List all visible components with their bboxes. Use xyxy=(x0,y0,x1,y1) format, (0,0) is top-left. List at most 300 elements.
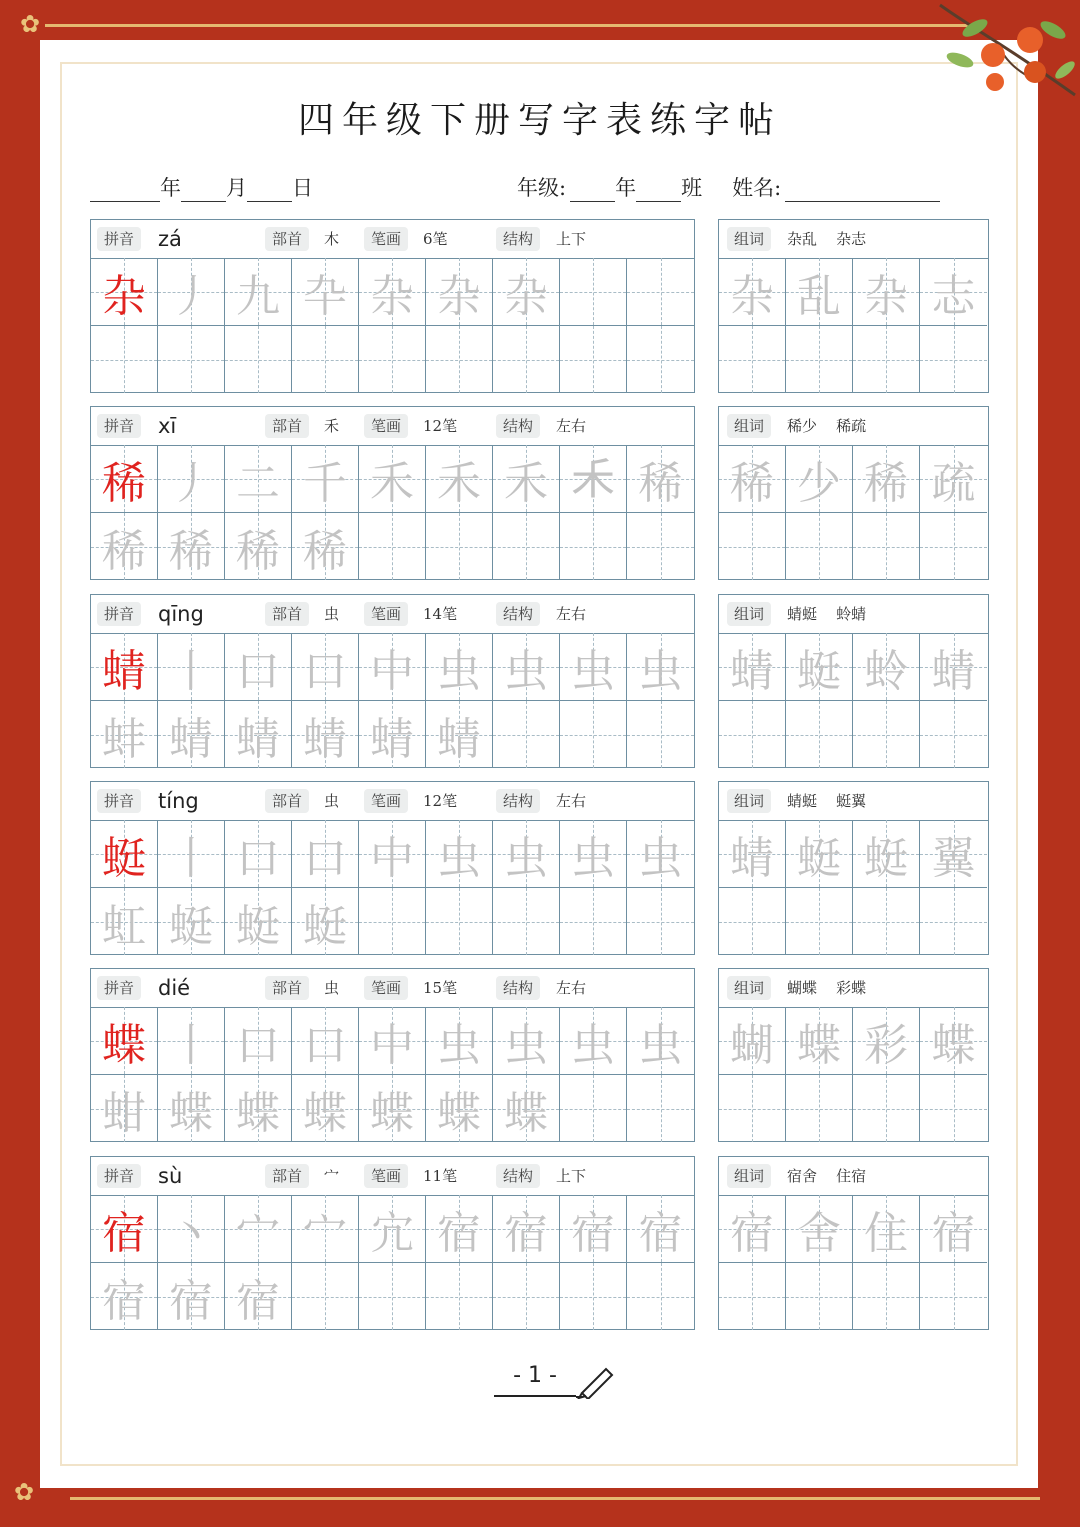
word-character: 杂 xyxy=(730,270,774,322)
word-cell[interactable] xyxy=(786,258,853,325)
radical-value: 虫 xyxy=(324,605,340,623)
word-character: 翼 xyxy=(931,832,976,884)
stroke-step-character: 蜻 xyxy=(169,713,213,765)
word-cell[interactable] xyxy=(786,1075,853,1142)
year-blank[interactable] xyxy=(90,179,160,202)
block-header xyxy=(91,969,694,1008)
writing-cell[interactable] xyxy=(359,1007,426,1074)
words-tag: 组词 xyxy=(727,976,771,1000)
stroke-step-character: 稀 xyxy=(169,525,213,577)
word-cell[interactable] xyxy=(786,326,853,393)
writing-cell[interactable] xyxy=(560,258,627,325)
writing-cell[interactable] xyxy=(560,513,627,580)
word-cell[interactable] xyxy=(786,1263,853,1330)
pinyin-value: sù xyxy=(158,1164,183,1188)
writing-cell[interactable] xyxy=(225,1195,292,1262)
words-tag: 组词 xyxy=(727,414,771,438)
strokes-tag: 笔画 xyxy=(364,602,408,626)
writing-cell[interactable] xyxy=(225,1007,292,1074)
writing-cell[interactable] xyxy=(225,701,292,768)
strokes-tag: 笔画 xyxy=(364,414,408,438)
stroke-step-character: 蜻 xyxy=(303,713,347,765)
day-blank[interactable] xyxy=(247,179,292,202)
writing-cell[interactable] xyxy=(158,888,225,955)
word-cell[interactable] xyxy=(853,445,920,512)
writing-cell[interactable] xyxy=(158,1263,225,1330)
grade-blank[interactable] xyxy=(570,179,615,202)
word-row xyxy=(719,887,987,955)
writing-cell[interactable] xyxy=(292,888,359,955)
stroke-step-character: 禾 xyxy=(437,457,481,509)
stroke-step-character: 宿 xyxy=(638,1207,683,1259)
writing-cell[interactable] xyxy=(292,820,359,887)
writing-cell[interactable] xyxy=(91,1075,158,1142)
writing-cell[interactable] xyxy=(493,1007,560,1074)
writing-cell[interactable] xyxy=(560,1007,627,1074)
stroke-step-character: 虫 xyxy=(571,832,615,884)
writing-row xyxy=(91,258,694,325)
word-character: 蝶 xyxy=(797,1019,841,1071)
writing-cell[interactable] xyxy=(359,820,426,887)
stroke-step-character: 𥝌 xyxy=(571,454,615,505)
writing-cell[interactable] xyxy=(91,258,158,325)
words-value: 蝴蝶 彩蝶 xyxy=(787,979,867,997)
word-cell[interactable] xyxy=(786,633,853,700)
writing-cell[interactable] xyxy=(359,326,426,393)
writing-cell[interactable] xyxy=(359,513,426,580)
word-cell[interactable] xyxy=(719,1195,786,1262)
writing-cell[interactable] xyxy=(493,888,560,955)
writing-cell[interactable] xyxy=(91,1007,158,1074)
writing-cell[interactable] xyxy=(560,445,627,512)
writing-cell[interactable] xyxy=(225,1263,292,1330)
stroke-step-character: 卆 xyxy=(303,270,347,322)
word-cell[interactable] xyxy=(719,701,786,768)
stroke-step-character: 丶 xyxy=(169,1207,213,1259)
writing-cell[interactable] xyxy=(158,1007,225,1074)
class-label: 班 xyxy=(681,176,703,200)
writing-cell[interactable] xyxy=(627,258,694,325)
writing-cell[interactable] xyxy=(158,701,225,768)
strokes-tag: 笔画 xyxy=(364,1164,408,1188)
block-header xyxy=(91,407,694,446)
word-cell[interactable] xyxy=(719,258,786,325)
word-character: 蜓 xyxy=(797,645,841,697)
word-cell[interactable] xyxy=(719,633,786,700)
writing-cell[interactable] xyxy=(493,513,560,580)
writing-cell[interactable] xyxy=(426,1007,493,1074)
pinyin-tag: 拼音 xyxy=(97,414,141,438)
writing-cell[interactable] xyxy=(493,820,560,887)
writing-row xyxy=(91,887,694,955)
writing-cell[interactable] xyxy=(292,701,359,768)
writing-cell[interactable] xyxy=(560,820,627,887)
writing-cell[interactable] xyxy=(91,701,158,768)
writing-cell[interactable] xyxy=(426,888,493,955)
word-cell[interactable] xyxy=(786,701,853,768)
writing-cell[interactable] xyxy=(426,1195,493,1262)
pinyin-tag: 拼音 xyxy=(97,976,141,1000)
pinyin-value: dié xyxy=(158,976,191,1000)
writing-cell[interactable] xyxy=(158,1195,225,1262)
writing-cell[interactable] xyxy=(560,1263,627,1330)
writing-cell[interactable] xyxy=(91,633,158,700)
writing-cell[interactable] xyxy=(158,326,225,393)
stroke-step-character: 蜓 xyxy=(169,900,213,952)
stroke-step-character: 宿 xyxy=(236,1275,280,1327)
word-cell[interactable] xyxy=(786,1007,853,1074)
structure-tag: 结构 xyxy=(496,602,540,626)
writing-cell[interactable] xyxy=(91,1263,158,1330)
stroke-step-character: 杂 xyxy=(504,270,548,322)
writing-cell[interactable] xyxy=(225,326,292,393)
word-cell[interactable] xyxy=(719,1007,786,1074)
stroke-step-character: 宀 xyxy=(236,1207,280,1259)
stroke-step-character: 蜻 xyxy=(370,713,414,765)
day-label: 日 xyxy=(292,176,313,200)
radical-tag: 部首 xyxy=(265,1164,309,1188)
writing-cell[interactable] xyxy=(493,701,560,768)
word-cell[interactable] xyxy=(920,701,987,768)
writing-cell[interactable] xyxy=(560,1075,627,1142)
word-cell[interactable] xyxy=(853,326,920,393)
stroke-step-character: 宀 xyxy=(303,1207,347,1259)
structure-value: 左右 xyxy=(556,792,587,810)
corner-ornament-icon: ✿ xyxy=(20,10,41,38)
word-cell[interactable] xyxy=(786,888,853,955)
writing-cell[interactable] xyxy=(560,326,627,393)
writing-cell[interactable] xyxy=(225,633,292,700)
writing-cell[interactable] xyxy=(426,1075,493,1142)
writing-row xyxy=(91,1195,694,1262)
word-cell[interactable] xyxy=(920,1075,987,1142)
word-row xyxy=(719,700,987,768)
word-character: 杂 xyxy=(864,270,908,322)
word-cell[interactable] xyxy=(920,633,987,700)
stroke-step-character: 虫 xyxy=(571,1019,615,1071)
word-character: 蝶 xyxy=(931,1019,976,1071)
strokes-value: 14笔 xyxy=(423,605,458,623)
words-value: 稀少 稀疏 xyxy=(787,417,867,435)
writing-cell[interactable] xyxy=(91,513,158,580)
writing-cell[interactable] xyxy=(292,445,359,512)
writing-cell[interactable] xyxy=(359,258,426,325)
word-character: 蝴 xyxy=(730,1019,774,1071)
stroke-step-character: 稀 xyxy=(638,457,683,509)
practice-block xyxy=(90,968,695,1142)
writing-cell[interactable] xyxy=(359,701,426,768)
writing-cell[interactable] xyxy=(158,513,225,580)
words-value: 蜻蜓 蛉蜻 xyxy=(787,605,867,623)
writing-cell[interactable] xyxy=(225,888,292,955)
writing-cell[interactable] xyxy=(627,1263,694,1330)
word-cell[interactable] xyxy=(786,513,853,580)
word-cell[interactable] xyxy=(920,513,987,580)
word-character: 彩 xyxy=(864,1019,908,1071)
word-character: 蜓 xyxy=(797,832,841,884)
stroke-step-character: 宿 xyxy=(102,1275,146,1327)
writing-cell[interactable] xyxy=(426,326,493,393)
structure-tag: 结构 xyxy=(496,976,540,1000)
writing-cell[interactable] xyxy=(359,1195,426,1262)
writing-cell[interactable] xyxy=(359,1263,426,1330)
word-cell[interactable] xyxy=(853,513,920,580)
writing-cell[interactable] xyxy=(91,888,158,955)
writing-cell[interactable] xyxy=(426,513,493,580)
words-tag: 组词 xyxy=(727,789,771,813)
stroke-step-character: 口 xyxy=(236,1019,280,1071)
stroke-step-character: 丿 xyxy=(169,270,213,322)
name-label: 姓名: xyxy=(732,176,782,200)
writing-cell[interactable] xyxy=(426,633,493,700)
stroke-step-character: 丿 xyxy=(169,457,213,509)
writing-cell[interactable] xyxy=(426,445,493,512)
writing-cell[interactable] xyxy=(493,1195,560,1262)
writing-cell[interactable] xyxy=(627,633,694,700)
radical-value: 虫 xyxy=(324,979,340,997)
grade-label: 年级: xyxy=(517,176,567,200)
date-fields xyxy=(90,172,313,202)
words-value: 蜻蜓 蜓翼 xyxy=(787,792,867,810)
block-header xyxy=(91,1157,694,1196)
writing-cell[interactable] xyxy=(292,1195,359,1262)
word-cell[interactable] xyxy=(920,445,987,512)
word-character: 志 xyxy=(931,270,976,322)
word-character: 乱 xyxy=(797,270,841,322)
stroke-step-character: 宿 xyxy=(169,1275,213,1327)
writing-cell[interactable] xyxy=(493,1075,560,1142)
word-cell[interactable] xyxy=(920,1195,987,1262)
stroke-step-character: 稀 xyxy=(236,525,280,577)
structure-value: 左右 xyxy=(556,979,587,997)
word-cell[interactable] xyxy=(853,1195,920,1262)
stroke-step-character: 蜓 xyxy=(236,900,280,952)
word-cell[interactable] xyxy=(786,820,853,887)
writing-cell[interactable] xyxy=(158,633,225,700)
structure-tag: 结构 xyxy=(496,789,540,813)
practice-block xyxy=(90,219,695,393)
pinyin-value: xī xyxy=(158,414,177,438)
word-cell[interactable] xyxy=(920,820,987,887)
stroke-step-character: 蝶 xyxy=(169,1087,213,1139)
writing-cell[interactable] xyxy=(292,1007,359,1074)
writing-cell[interactable] xyxy=(493,445,560,512)
writing-cell[interactable] xyxy=(426,820,493,887)
writing-cell[interactable] xyxy=(627,820,694,887)
writing-cell[interactable] xyxy=(493,258,560,325)
writing-cell[interactable] xyxy=(292,633,359,700)
word-cell[interactable] xyxy=(786,445,853,512)
writing-cell[interactable] xyxy=(493,326,560,393)
writing-cell[interactable] xyxy=(627,326,694,393)
word-cell[interactable] xyxy=(719,1075,786,1142)
stroke-step-character: 中 xyxy=(370,645,414,697)
writing-cell[interactable] xyxy=(158,1075,225,1142)
writing-cell[interactable] xyxy=(225,1075,292,1142)
writing-cell[interactable] xyxy=(359,888,426,955)
page-number: - 1 - xyxy=(513,1363,557,1388)
word-cell[interactable] xyxy=(719,888,786,955)
model-character: 宿 xyxy=(102,1207,146,1259)
word-cell[interactable] xyxy=(853,888,920,955)
stroke-step-character: 口 xyxy=(303,1019,347,1071)
stroke-step-character: 蜓 xyxy=(303,900,347,952)
writing-cell[interactable] xyxy=(359,445,426,512)
writing-cell[interactable] xyxy=(158,445,225,512)
stroke-step-character: 稀 xyxy=(303,525,347,577)
writing-cell[interactable] xyxy=(292,1075,359,1142)
word-cell[interactable] xyxy=(920,258,987,325)
word-cell[interactable] xyxy=(920,326,987,393)
stroke-step-character: 禾 xyxy=(504,457,548,509)
words-tag: 组词 xyxy=(727,602,771,626)
stroke-step-character: 虫 xyxy=(437,1019,481,1071)
stroke-step-character: 虫 xyxy=(638,645,683,697)
radical-value: 虫 xyxy=(324,792,340,810)
writing-cell[interactable] xyxy=(158,820,225,887)
writing-cell[interactable] xyxy=(627,1195,694,1262)
writing-cell[interactable] xyxy=(225,258,292,325)
word-cell[interactable] xyxy=(853,258,920,325)
stroke-step-character: 虫 xyxy=(437,832,481,884)
words-tag: 组词 xyxy=(727,1164,771,1188)
writing-cell[interactable] xyxy=(359,1075,426,1142)
class-blank[interactable] xyxy=(636,179,681,202)
word-cell[interactable] xyxy=(719,445,786,512)
writing-cell[interactable] xyxy=(627,888,694,955)
stroke-step-character: 蝶 xyxy=(504,1087,548,1139)
writing-cell[interactable] xyxy=(560,888,627,955)
word-cell[interactable] xyxy=(853,701,920,768)
pinyin-tag: 拼音 xyxy=(97,1164,141,1188)
strokes-tag: 笔画 xyxy=(364,789,408,813)
stroke-step-character: 虫 xyxy=(504,832,548,884)
word-block-header xyxy=(719,1157,988,1196)
writing-cell[interactable] xyxy=(627,1007,694,1074)
writing-cell[interactable] xyxy=(493,1263,560,1330)
word-cell[interactable] xyxy=(853,820,920,887)
writing-cell[interactable] xyxy=(91,326,158,393)
word-character: 稀 xyxy=(864,457,908,509)
word-cell[interactable] xyxy=(920,1263,987,1330)
writing-cell[interactable] xyxy=(560,633,627,700)
year-label: 年 xyxy=(160,176,181,200)
writing-cell[interactable] xyxy=(560,701,627,768)
writing-cell[interactable] xyxy=(627,701,694,768)
writing-cell[interactable] xyxy=(292,326,359,393)
word-cell[interactable] xyxy=(719,820,786,887)
stroke-step-character: 宿 xyxy=(504,1207,548,1259)
word-block xyxy=(718,406,989,580)
writing-cell[interactable] xyxy=(225,513,292,580)
writing-cell[interactable] xyxy=(426,701,493,768)
writing-cell[interactable] xyxy=(91,1195,158,1262)
writing-cell[interactable] xyxy=(426,1263,493,1330)
writing-cell[interactable] xyxy=(359,633,426,700)
writing-cell[interactable] xyxy=(292,1263,359,1330)
word-cell[interactable] xyxy=(853,633,920,700)
word-cell[interactable] xyxy=(719,513,786,580)
model-character: 蜻 xyxy=(102,645,146,697)
writing-cell[interactable] xyxy=(292,513,359,580)
page-title: 四年级下册写字表练字帖 xyxy=(297,100,782,141)
stroke-step-character: 蚶 xyxy=(102,1087,146,1139)
word-row xyxy=(719,820,987,887)
writing-cell[interactable] xyxy=(91,820,158,887)
stroke-step-character: 蚌 xyxy=(102,713,146,765)
word-row xyxy=(719,325,987,393)
writing-cell[interactable] xyxy=(292,258,359,325)
stroke-step-character: 蜻 xyxy=(437,713,481,765)
word-block-header xyxy=(719,595,988,634)
student-fields xyxy=(517,172,940,202)
word-cell[interactable] xyxy=(920,1007,987,1074)
writing-cell[interactable] xyxy=(225,445,292,512)
model-character: 蝶 xyxy=(102,1019,146,1071)
word-row xyxy=(719,633,987,700)
writing-cell[interactable] xyxy=(627,513,694,580)
writing-row xyxy=(91,633,694,700)
writing-cell[interactable] xyxy=(493,633,560,700)
writing-row xyxy=(91,700,694,768)
writing-cell[interactable] xyxy=(627,1075,694,1142)
word-cell[interactable] xyxy=(786,1195,853,1262)
writing-cell[interactable] xyxy=(560,1195,627,1262)
stroke-step-character: 口 xyxy=(236,645,280,697)
radical-value: 宀 xyxy=(324,1167,340,1185)
writing-cell[interactable] xyxy=(627,445,694,512)
word-block-header xyxy=(719,969,988,1008)
structure-value: 左右 xyxy=(556,417,587,435)
stroke-step-character: 蝶 xyxy=(437,1087,481,1139)
word-block xyxy=(718,219,989,393)
stroke-step-character: 蜻 xyxy=(236,713,280,765)
word-cell[interactable] xyxy=(853,1075,920,1142)
word-block-header xyxy=(719,782,988,821)
model-character: 稀 xyxy=(102,457,146,509)
word-cell[interactable] xyxy=(920,888,987,955)
writing-cell[interactable] xyxy=(91,445,158,512)
radical-tag: 部首 xyxy=(265,789,309,813)
block-header xyxy=(91,782,694,821)
word-row xyxy=(719,1074,987,1142)
stroke-step-character: 虫 xyxy=(638,1019,683,1071)
word-cell[interactable] xyxy=(719,1263,786,1330)
pinyin-tag: 拼音 xyxy=(97,789,141,813)
pinyin-value: tíng xyxy=(158,789,199,813)
top-gold-border xyxy=(45,24,975,27)
stroke-step-character: 虫 xyxy=(571,645,615,697)
name-blank[interactable] xyxy=(785,179,940,202)
writing-cell[interactable] xyxy=(426,258,493,325)
writing-cell[interactable] xyxy=(158,258,225,325)
word-row xyxy=(719,512,987,580)
month-blank[interactable] xyxy=(181,179,226,202)
stroke-step-character: 虫 xyxy=(638,832,683,884)
stroke-step-character: 宂 xyxy=(370,1207,414,1259)
stroke-step-character: 杂 xyxy=(437,270,481,322)
model-character: 杂 xyxy=(102,270,146,322)
writing-cell[interactable] xyxy=(225,820,292,887)
word-character: 蜻 xyxy=(730,832,774,884)
stroke-step-character: 丨 xyxy=(169,1019,213,1071)
word-block xyxy=(718,968,989,1142)
word-cell[interactable] xyxy=(719,326,786,393)
word-cell[interactable] xyxy=(853,1263,920,1330)
word-character: 蜻 xyxy=(730,645,774,697)
word-cell[interactable] xyxy=(853,1007,920,1074)
practice-block xyxy=(90,1156,695,1330)
